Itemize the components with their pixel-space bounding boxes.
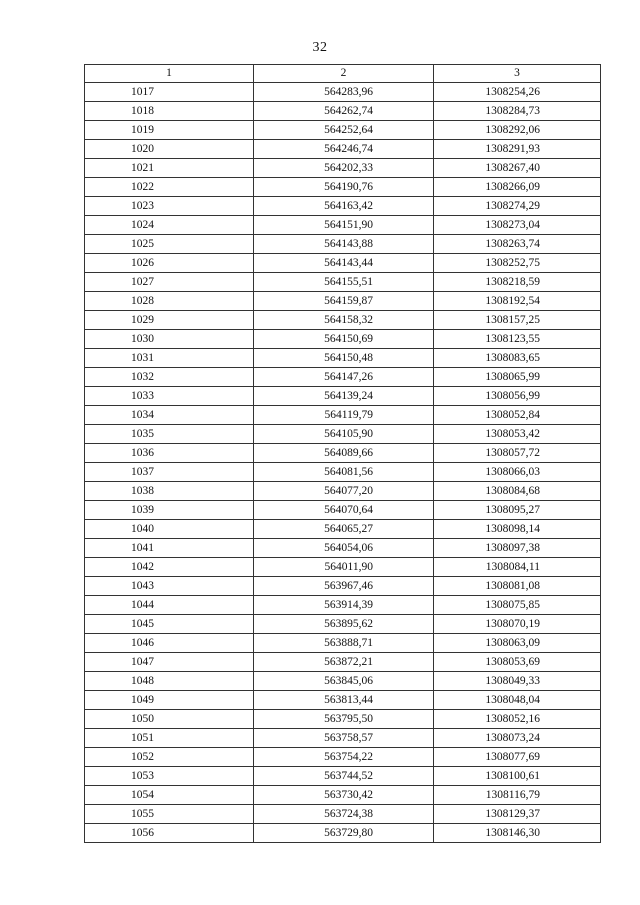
y-coordinate-cell: 1308129,37 [434,805,601,824]
y-coordinate-cell: 1308274,29 [434,197,601,216]
point-number-cell: 1023 [85,197,254,216]
y-coordinate-cell: 1308123,55 [434,330,601,349]
y-coordinate-cell: 1308083,65 [434,349,601,368]
x-coordinate-cell: 563895,62 [254,615,434,634]
y-coordinate-cell: 1308084,68 [434,482,601,501]
x-coordinate-cell: 564011,90 [254,558,434,577]
table-row [85,786,601,805]
y-coordinate-cell: 1308052,16 [434,710,601,729]
point-number-cell: 1024 [85,216,254,235]
x-coordinate-cell: 563795,50 [254,710,434,729]
x-coordinate-cell: 564283,96 [254,83,434,102]
table-row [85,501,601,520]
point-number-cell: 1026 [85,254,254,273]
table-row [85,368,601,387]
table-row [85,824,601,843]
y-coordinate-cell: 1308066,03 [434,463,601,482]
table-row [85,596,601,615]
x-coordinate-cell: 564070,64 [254,501,434,520]
column-header-1: 1 [85,65,254,83]
table-row [85,672,601,691]
table-row [85,216,601,235]
table-row [85,634,601,653]
x-coordinate-cell: 563872,21 [254,653,434,672]
point-number-cell: 1052 [85,748,254,767]
table-row [85,406,601,425]
point-number-cell: 1036 [85,444,254,463]
table-row [85,748,601,767]
point-number-cell: 1044 [85,596,254,615]
table-row [85,140,601,159]
y-coordinate-cell: 1308273,04 [434,216,601,235]
x-coordinate-cell: 564143,44 [254,254,434,273]
y-coordinate-cell: 1308065,99 [434,368,601,387]
y-coordinate-cell: 1308267,40 [434,159,601,178]
x-coordinate-cell: 563758,57 [254,729,434,748]
y-coordinate-cell: 1308052,84 [434,406,601,425]
table-row [85,710,601,729]
y-coordinate-cell: 1308053,42 [434,425,601,444]
point-number-cell: 1039 [85,501,254,520]
table-row [85,311,601,330]
x-coordinate-cell: 563724,38 [254,805,434,824]
table-row [85,121,601,140]
y-coordinate-cell: 1308263,74 [434,235,601,254]
point-number-cell: 1054 [85,786,254,805]
table-row [85,254,601,273]
x-coordinate-cell: 564089,66 [254,444,434,463]
y-coordinate-cell: 1308116,79 [434,786,601,805]
table-row [85,653,601,672]
point-number-cell: 1041 [85,539,254,558]
point-number-cell: 1027 [85,273,254,292]
y-coordinate-cell: 1308081,08 [434,577,601,596]
x-coordinate-cell: 564139,24 [254,387,434,406]
point-number-cell: 1017 [85,83,254,102]
x-coordinate-cell: 564065,27 [254,520,434,539]
point-number-cell: 1051 [85,729,254,748]
point-number-cell: 1034 [85,406,254,425]
table-row [85,463,601,482]
table-row [85,83,601,102]
table-row [85,197,601,216]
point-number-cell: 1043 [85,577,254,596]
point-number-cell: 1046 [85,634,254,653]
point-number-cell: 1035 [85,425,254,444]
y-coordinate-cell: 1308095,27 [434,501,601,520]
table-row [85,425,601,444]
table-row [85,729,601,748]
point-number-cell: 1033 [85,387,254,406]
x-coordinate-cell: 564054,06 [254,539,434,558]
x-coordinate-cell: 564119,79 [254,406,434,425]
y-coordinate-cell: 1308098,14 [434,520,601,539]
x-coordinate-cell: 564147,26 [254,368,434,387]
point-number-cell: 1018 [85,102,254,121]
point-number-cell: 1031 [85,349,254,368]
y-coordinate-cell: 1308266,09 [434,178,601,197]
point-number-cell: 1040 [85,520,254,539]
x-coordinate-cell: 563967,46 [254,577,434,596]
table-row [85,577,601,596]
x-coordinate-cell: 564077,20 [254,482,434,501]
y-coordinate-cell: 1308073,24 [434,729,601,748]
page-number: 32 [312,40,328,55]
x-coordinate-cell: 563729,80 [254,824,434,843]
y-coordinate-cell: 1308254,26 [434,83,601,102]
table-row [85,615,601,634]
x-coordinate-cell: 564105,90 [254,425,434,444]
point-number-cell: 1049 [85,691,254,710]
point-number-cell: 1053 [85,767,254,786]
table-row [85,292,601,311]
column-header-3: 3 [434,65,601,83]
point-number-cell: 1025 [85,235,254,254]
table-header [85,65,601,83]
point-number-cell: 1022 [85,178,254,197]
table-row [85,805,601,824]
x-coordinate-cell: 563730,42 [254,786,434,805]
table-row [85,691,601,710]
y-coordinate-cell: 1308084,11 [434,558,601,577]
point-number-cell: 1056 [85,824,254,843]
y-coordinate-cell: 1308053,69 [434,653,601,672]
y-coordinate-cell: 1308056,99 [434,387,601,406]
y-coordinate-cell: 1308218,59 [434,273,601,292]
y-coordinate-cell: 1308049,33 [434,672,601,691]
table-row [85,482,601,501]
y-coordinate-cell: 1308192,54 [434,292,601,311]
x-coordinate-cell: 564143,88 [254,235,434,254]
table-row [85,520,601,539]
table-body [85,83,601,843]
point-number-cell: 1048 [85,672,254,691]
x-coordinate-cell: 564081,56 [254,463,434,482]
table-row [85,330,601,349]
table-row [85,387,601,406]
table-row [85,178,601,197]
y-coordinate-cell: 1308070,19 [434,615,601,634]
point-number-cell: 1050 [85,710,254,729]
y-coordinate-cell: 1308291,93 [434,140,601,159]
x-coordinate-cell: 564163,42 [254,197,434,216]
point-number-cell: 1028 [85,292,254,311]
table-row [85,767,601,786]
point-number-cell: 1029 [85,311,254,330]
x-coordinate-cell: 563744,52 [254,767,434,786]
y-coordinate-cell: 1308048,04 [434,691,601,710]
table-row [85,558,601,577]
column-header-2: 2 [254,65,434,83]
y-coordinate-cell: 1308100,61 [434,767,601,786]
y-coordinate-cell: 1308146,30 [434,824,601,843]
point-number-cell: 1037 [85,463,254,482]
point-number-cell: 1021 [85,159,254,178]
x-coordinate-cell: 564246,74 [254,140,434,159]
x-coordinate-cell: 564150,69 [254,330,434,349]
x-coordinate-cell: 564158,32 [254,311,434,330]
x-coordinate-cell: 563754,22 [254,748,434,767]
table-row [85,444,601,463]
point-number-cell: 1055 [85,805,254,824]
point-number-cell: 1042 [85,558,254,577]
y-coordinate-cell: 1308157,25 [434,311,601,330]
table-row [85,102,601,121]
y-coordinate-cell: 1308097,38 [434,539,601,558]
x-coordinate-cell: 564190,76 [254,178,434,197]
y-coordinate-cell: 1308284,73 [434,102,601,121]
y-coordinate-cell: 1308063,09 [434,634,601,653]
y-coordinate-cell: 1308252,75 [434,254,601,273]
x-coordinate-cell: 563888,71 [254,634,434,653]
point-number-cell: 1047 [85,653,254,672]
x-coordinate-cell: 564202,33 [254,159,434,178]
y-coordinate-cell: 1308057,72 [434,444,601,463]
y-coordinate-cell: 1308292,06 [434,121,601,140]
point-number-cell: 1019 [85,121,254,140]
x-coordinate-cell: 564262,74 [254,102,434,121]
point-number-cell: 1032 [85,368,254,387]
x-coordinate-cell: 563845,06 [254,672,434,691]
x-coordinate-cell: 564252,64 [254,121,434,140]
x-coordinate-cell: 563914,39 [254,596,434,615]
point-number-cell: 1038 [85,482,254,501]
x-coordinate-cell: 564151,90 [254,216,434,235]
table-row [85,539,601,558]
table-row [85,349,601,368]
x-coordinate-cell: 564150,48 [254,349,434,368]
header-row [85,65,601,83]
table-row [85,159,601,178]
point-number-cell: 1030 [85,330,254,349]
x-coordinate-cell: 564159,87 [254,292,434,311]
table-row [85,235,601,254]
table-row [85,273,601,292]
x-coordinate-cell: 563813,44 [254,691,434,710]
y-coordinate-cell: 1308077,69 [434,748,601,767]
y-coordinate-cell: 1308075,85 [434,596,601,615]
x-coordinate-cell: 564155,51 [254,273,434,292]
coordinates-table [84,64,601,843]
point-number-cell: 1020 [85,140,254,159]
point-number-cell: 1045 [85,615,254,634]
